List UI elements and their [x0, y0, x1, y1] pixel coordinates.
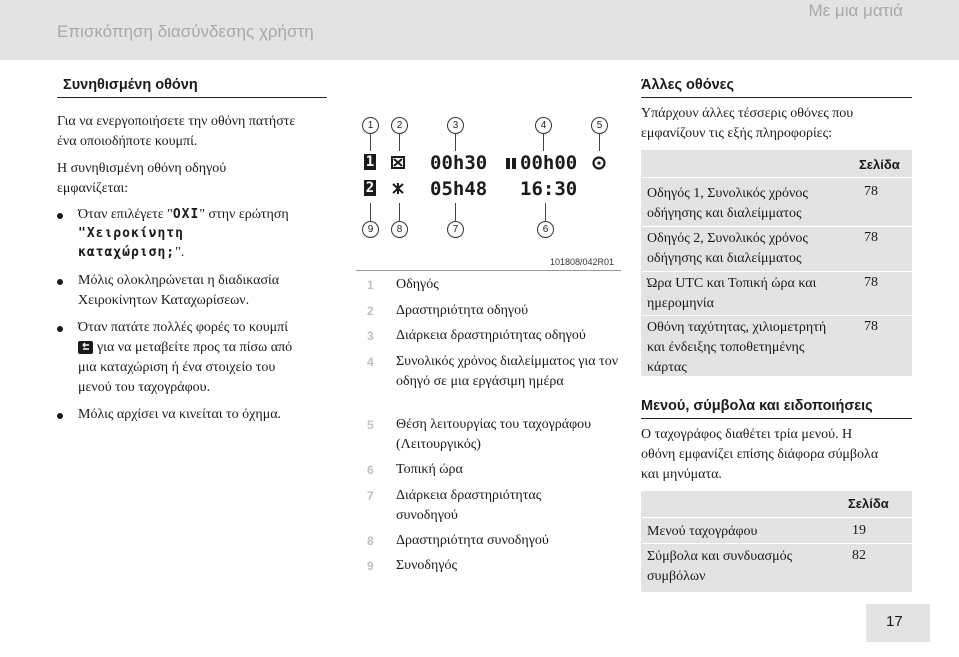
table-row-page: 78: [864, 275, 878, 290]
lcd-slot-2: 2: [365, 180, 375, 196]
right-heading-rule: [641, 97, 912, 98]
rest-activity-icon-glyph: [391, 156, 405, 169]
table-divider: [641, 226, 912, 227]
intro-line-1: Για να ενεργοποιήσετε την οθόνη πατήστε: [57, 114, 296, 129]
callout-leader: [370, 134, 371, 151]
legend-num: 4: [367, 355, 374, 369]
operational-mode-icon-glyph: [592, 156, 606, 170]
figure-rule: [356, 270, 621, 271]
lcd-driver-activity-duration: 00h30: [430, 152, 488, 174]
bullet-1-end: ".: [175, 245, 185, 260]
availability-activity-icon: [391, 182, 405, 195]
table-row-page: 78: [864, 319, 878, 334]
legend-num: 2: [367, 304, 374, 318]
bullet-dot: [57, 326, 63, 332]
table-row-label: Μενού ταχογράφου: [647, 524, 758, 539]
bullet-3-line-4: μενού του ταχογράφου.: [78, 380, 211, 395]
menus-line-3: και μηνύματα.: [641, 467, 722, 482]
callout-leader: [455, 134, 456, 151]
legend-num: 8: [367, 534, 374, 548]
legend-num: 5: [367, 418, 374, 432]
operational-mode-icon: [592, 156, 606, 170]
break-pause-icon: [505, 157, 517, 170]
legend-text: Διάρκεια δραστηριότητας συνοδηγού: [396, 488, 542, 523]
lcd-manual-entry-1: "Χειροκίνητη: [78, 226, 184, 241]
table-row-label: Οδηγός 2, Συνολικός χρόνος οδήγησης και διαλείμματος: [647, 231, 808, 266]
figure-code: 101808/042R01: [550, 257, 615, 267]
callout-5: 5: [591, 117, 608, 134]
legend-text: Συνοδηγός: [396, 558, 458, 573]
callout-9: 9: [362, 221, 379, 238]
lcd-codriver-activity-duration: 05h48: [430, 178, 488, 200]
callout-leader: [455, 203, 456, 221]
callout-7: 7: [447, 221, 464, 238]
legend-num: 1: [367, 278, 374, 292]
bullet-1-line-3: [78, 243, 184, 263]
table-divider: [641, 517, 912, 518]
legend-text: Τοπική ώρα: [396, 462, 463, 477]
legend-num: 3: [367, 329, 374, 343]
lcd-slot-1: 1: [365, 154, 375, 170]
bullet-dot: [57, 279, 63, 285]
callout-leader: [545, 203, 546, 221]
table-row-label: Σύμβολα και συνδυασμός συμβόλων: [647, 549, 793, 584]
table-divider: [641, 271, 912, 272]
bullet-1-line-1: [78, 205, 289, 225]
callout-leader: [370, 203, 371, 221]
menus-heading: Μενού, σύμβολα και ειδοποιήσεις: [641, 398, 873, 414]
table-row-page: 82: [852, 548, 866, 563]
break-pause-icon-glyph: [505, 157, 517, 170]
table-divider: [641, 543, 912, 544]
bullet-3-line-2: για να μεταβείτε προς τα πίσω από: [97, 340, 293, 355]
screens-table-header: Σελίδα: [859, 157, 900, 172]
table-row-label: Οθόνη ταχύτητας, χιλιομετρητή και ένδειξης τοποθετημένης κάρτας: [647, 320, 827, 375]
bullet-2-line-1: Μόλις ολοκληρώνεται η διαδικασία: [78, 273, 280, 288]
table-row-page: 78: [864, 230, 878, 245]
shown-line-2: εμφανίζεται:: [57, 181, 129, 196]
legend-text: Διάρκεια δραστηριότητας οδηγού: [396, 328, 586, 343]
right-heading: Άλλες οθόνες: [641, 77, 735, 93]
callout-leader: [399, 203, 400, 221]
right-intro-line-2: εμφανίζουν τις εξής πληροφορίες:: [641, 126, 833, 141]
callout-1: 1: [362, 117, 379, 134]
intro-line-2: ένα οποιοδήποτε κουμπί.: [57, 134, 198, 149]
bullet-dot: [57, 213, 63, 219]
chapter-title: Με μια ματιά: [808, 1, 903, 20]
legend-text: Δραστηριότητα οδηγού: [396, 303, 529, 318]
callout-6: 6: [537, 221, 554, 238]
lcd-no-word: ΟΧΙ: [172, 207, 200, 222]
table-divider: [641, 177, 912, 178]
right-intro-line-1: Υπάρχουν άλλες τέσσερις οθόνες που: [641, 106, 854, 121]
bullet-1-mid: " στην ερώτηση: [199, 207, 289, 222]
menus-line-2: οθόνη εμφανίζει επίσης διάφορα σύμβολα: [641, 447, 879, 462]
callout-4: 4: [535, 117, 552, 134]
callout-leader: [543, 134, 544, 151]
table-row-page: 78: [864, 184, 878, 199]
table-row-label: Οδηγός 1, Συνολικός χρόνος οδήγησης και διαλείμματος: [647, 186, 808, 221]
callout-3: 3: [447, 117, 464, 134]
back-return-icon: [78, 341, 93, 354]
bullet-1-pre: Όταν επιλέγετε ": [78, 207, 173, 222]
page-number: 17: [886, 613, 903, 630]
table-row-label: Ώρα UTC και Τοπική ώρα και ημερομηνία: [647, 276, 817, 311]
section-title: Επισκόπηση διασύνδεσης χρήστη: [57, 22, 314, 41]
callout-2: 2: [391, 117, 408, 134]
legend-num: 9: [367, 559, 374, 573]
callout-leader: [599, 134, 600, 151]
bullet-dot: [57, 413, 63, 419]
availability-activity-icon-glyph: [391, 182, 405, 195]
legend-num: 6: [367, 463, 374, 477]
table-row-page: 19: [852, 523, 866, 538]
legend-text: Συνολικός χρόνος διαλείμματος για τον οδηγό σε μια εργάσιμη ημέρα: [396, 354, 619, 389]
legend-text: Δραστηριότητα συνοδηγού: [396, 533, 549, 548]
shown-line-1: Η συνηθισμένη οθόνη οδηγού: [57, 161, 227, 176]
menus-heading-rule: [641, 418, 912, 419]
bullet-4-line-1: Μόλις αρχίσει να κινείται το όχημα.: [78, 407, 282, 422]
callout-leader: [399, 134, 400, 151]
menus-line-1: Ο ταχογράφος διαθέτει τρία μενού. Η: [641, 427, 853, 442]
lcd-total-break-time: 00h00: [520, 152, 578, 174]
bullet-2-line-2: Χειροκίνητων Καταχωρίσεων.: [78, 293, 250, 308]
legend-text: Οδηγός: [396, 277, 439, 292]
callout-8: 8: [391, 221, 408, 238]
rest-activity-icon: [391, 156, 405, 169]
lcd-manual-entry-2: καταχώριση;: [78, 245, 176, 260]
legend-text: Θέση λειτουργίας του ταχογράφου (Λειτουργικός): [396, 417, 592, 452]
menus-table-header: Σελίδα: [848, 496, 889, 511]
legend-num: 7: [367, 489, 374, 503]
table-divider: [641, 315, 912, 316]
back-return-icon-glyph: [78, 341, 93, 354]
lcd-local-time: 16:30: [520, 178, 578, 200]
bullet-3-line-3: μια καταχώριση ή ένα στοιχείο του: [78, 360, 276, 375]
left-heading: Συνηθισμένη οθόνη: [63, 77, 198, 93]
bullet-3-line-1: Όταν πατάτε πολλές φορές το κουμπί: [78, 320, 288, 335]
left-heading-rule: [57, 97, 327, 98]
